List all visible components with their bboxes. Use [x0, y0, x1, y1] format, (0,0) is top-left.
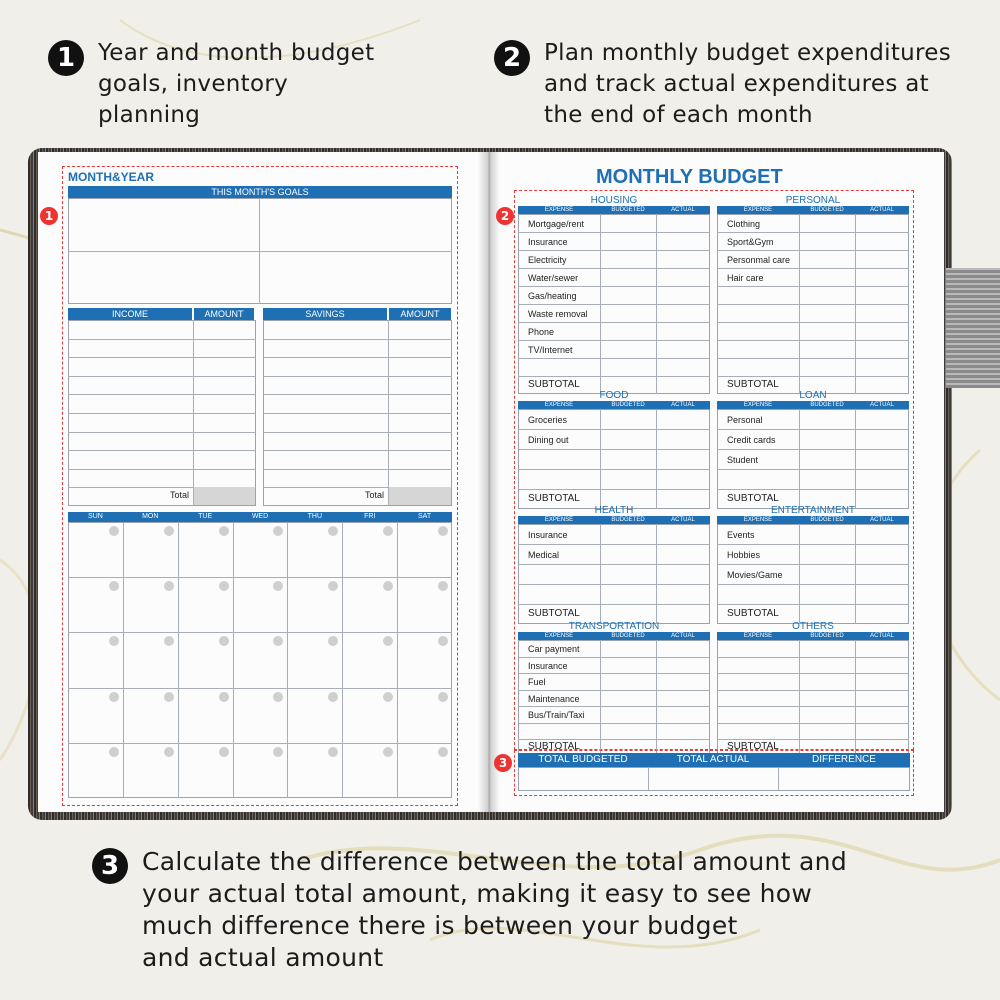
calendar-date-dot	[219, 636, 229, 646]
calendar-date-dot	[438, 526, 448, 536]
budget-expense-item: Personal	[727, 415, 763, 425]
budget-expense-item: Hobbies	[727, 550, 761, 560]
totals-row[interactable]	[518, 767, 910, 791]
total-actual-label: TOTAL ACTUAL	[676, 754, 750, 765]
calendar-row-line	[68, 743, 452, 744]
budget-col-line	[799, 524, 800, 624]
budget-col-header: BUDGETED	[611, 207, 645, 213]
savings-row-line	[263, 339, 452, 340]
budget-row-line	[717, 304, 909, 305]
savings-total-label: Total	[365, 490, 385, 500]
income-row-line	[68, 394, 256, 395]
budget-row-line	[717, 673, 909, 674]
marker-1: 1	[40, 207, 58, 225]
budget-col-header: BUDGETED	[810, 402, 844, 408]
budget-expense-item: Insurance	[528, 660, 568, 671]
budget-col-header: EXPENSE	[743, 517, 773, 523]
calendar-row-line	[68, 632, 452, 633]
callout-text: Calculate the difference between the total amount and your actual total amount, making it easy to see how much difference there is between your budget and actual amount	[142, 847, 847, 972]
callout-2	[494, 38, 951, 131]
calendar-date-dot	[109, 747, 119, 757]
budget-expense-item: Personmal care	[727, 255, 791, 265]
income-row-line	[68, 413, 256, 414]
budget-subtotal-label: SUBTOTAL	[528, 608, 580, 619]
budget-expense-item: Groceries	[528, 415, 568, 425]
budget-col-header: BUDGETED	[611, 517, 645, 523]
budget-expense-item: Phone	[528, 327, 555, 337]
budget-section-title: ENTERTAINMENT	[770, 505, 856, 516]
budget-section-title: OTHERS	[792, 621, 834, 632]
budget-expense-item: Mortgage/rent	[528, 219, 585, 229]
calendar-date-dot	[219, 581, 229, 591]
budget-expense-item: Insurance	[528, 530, 568, 540]
budget-expense-item: Bus/Train/Taxi	[528, 710, 585, 721]
budget-col-header: EXPENSE	[544, 207, 574, 213]
calendar-date-dot	[438, 747, 448, 757]
budget-col-header: ACTUAL	[671, 402, 695, 408]
monthly-budget-title: MONTHLY BUDGET	[596, 166, 783, 188]
budget-row-line	[717, 340, 909, 341]
savings-row-line	[263, 394, 452, 395]
budget-subtotal-label: SUBTOTAL	[727, 379, 779, 390]
calendar-date-dot	[383, 747, 393, 757]
budget-col-line	[855, 524, 856, 624]
budget-expense-item: Waste removal	[528, 309, 588, 319]
calendar-date-dot	[164, 692, 174, 702]
calendar-col-line	[233, 522, 234, 798]
difference-label: DIFFERENCE	[812, 754, 876, 765]
budget-row-line	[717, 723, 909, 724]
calendar-col-line	[178, 522, 179, 798]
budget-col-line	[799, 409, 800, 509]
budget-section-title: HEALTH	[594, 505, 634, 516]
income-row-line	[68, 432, 256, 433]
budget-subtotal-label: SUBTOTAL	[528, 379, 580, 390]
income-row-line	[68, 357, 256, 358]
elastic-band	[946, 268, 1000, 388]
month-year-title: MONTH&YEAR	[68, 170, 154, 184]
budget-row-line	[717, 690, 909, 691]
total-budgeted-label: TOTAL BUDGETED	[538, 754, 628, 765]
callout-number: 2	[494, 40, 530, 76]
budget-col-header: EXPENSE	[743, 207, 773, 213]
budget-expense-item: Car payment	[528, 644, 580, 654]
calendar-date-dot	[164, 581, 174, 591]
savings-row-line	[263, 450, 452, 451]
calendar-grid[interactable]	[68, 522, 452, 798]
budget-expense-item: Medical	[528, 550, 560, 560]
savings-row-line	[263, 469, 452, 470]
budget-subtotal-label: SUBTOTAL	[528, 741, 580, 753]
budget-row-line	[717, 706, 909, 707]
calendar-col-line	[342, 522, 343, 798]
calendar-date-dot	[109, 692, 119, 702]
budget-expense-item: Fuel	[528, 677, 546, 688]
budget-col-header: EXPENSE	[544, 633, 574, 639]
calendar-date-dot	[164, 747, 174, 757]
savings-amount-header: AMOUNT	[389, 308, 451, 320]
budget-expense-item: Maintenance	[528, 693, 580, 704]
page-gutter	[478, 152, 500, 812]
callout-number: 1	[48, 40, 84, 76]
budget-col-header: ACTUAL	[870, 633, 894, 639]
calendar-day-header: WED	[251, 513, 269, 520]
savings-row-line	[263, 413, 452, 414]
budget-col-header: BUDGETED	[810, 517, 844, 523]
calendar-col-line	[123, 522, 124, 798]
budget-expense-item: Student	[727, 455, 759, 465]
budget-col-header: ACTUAL	[671, 633, 695, 639]
savings-header: SAVINGS	[263, 308, 387, 320]
budget-expense-item: Credit cards	[727, 435, 776, 445]
calendar-day-header: TUE	[198, 513, 213, 520]
budget-row-line	[717, 322, 909, 323]
income-header: INCOME	[68, 308, 192, 320]
budget-col-header: EXPENSE	[544, 402, 574, 408]
budget-row-line	[518, 584, 710, 585]
budget-section-title: PERSONAL	[785, 195, 841, 206]
budget-col-header: ACTUAL	[671, 517, 695, 523]
calendar-day-header: THU	[307, 513, 323, 520]
calendar-date-dot	[219, 526, 229, 536]
income-amount-header: AMOUNT	[194, 308, 254, 320]
budget-col-header: EXPENSE	[544, 517, 574, 523]
budget-col-header: ACTUAL	[671, 207, 695, 213]
budget-col-header: BUDGETED	[611, 633, 645, 639]
budget-subtotal-label: SUBTOTAL	[528, 493, 580, 504]
calendar-date-dot	[219, 747, 229, 757]
calendar-col-line	[287, 522, 288, 798]
budget-expense-item: Dining out	[528, 435, 569, 445]
budget-expense-item: Hair care	[727, 273, 764, 283]
budget-expense-item: Clothing	[727, 219, 761, 229]
callout-number: 3	[92, 848, 128, 884]
calendar-date-dot	[109, 581, 119, 591]
budget-row-line	[518, 469, 710, 470]
budget-subtotal-label: SUBTOTAL	[727, 493, 779, 504]
marker-3: 3	[494, 754, 512, 772]
income-row-line	[68, 339, 256, 340]
calendar-date-dot	[219, 692, 229, 702]
budget-col-header: ACTUAL	[870, 402, 894, 408]
savings-total-box[interactable]	[389, 487, 451, 505]
calendar-date-dot	[109, 526, 119, 536]
budget-col-line	[600, 409, 601, 509]
calendar-date-dot	[438, 692, 448, 702]
calendar-col-line	[397, 522, 398, 798]
calendar-date-dot	[273, 692, 283, 702]
budget-expense-item: Movies/Game	[727, 570, 783, 580]
calendar-day-header: MON	[142, 513, 159, 520]
budget-subtotal-label: SUBTOTAL	[727, 608, 779, 619]
budget-expense-item: Events	[727, 530, 755, 540]
budget-expense-item: Insurance	[528, 237, 568, 247]
budget-col-line	[855, 409, 856, 509]
budget-col-header: BUDGETED	[810, 633, 844, 639]
callout-text: Year and month budget goals, inventory planning	[98, 40, 375, 128]
income-row-line	[68, 450, 256, 451]
budget-section-title: HOUSING	[590, 195, 638, 206]
marker-2: 2	[496, 207, 514, 225]
calendar-row-line	[68, 688, 452, 689]
savings-row-line	[263, 357, 452, 358]
income-row-line	[68, 469, 256, 470]
budget-col-line	[600, 524, 601, 624]
budget-col-line	[656, 409, 657, 509]
budget-col-header: EXPENSE	[743, 633, 773, 639]
callout-1	[48, 38, 374, 131]
budget-section-title: LOAN	[799, 390, 827, 401]
budget-col-line	[656, 524, 657, 624]
budget-row-line	[717, 657, 909, 658]
goals-header: THIS MONTH'S GOALS	[68, 186, 452, 198]
budget-row-line	[717, 358, 909, 359]
calendar-day-header: FRI	[364, 513, 376, 520]
budget-expense-item: Sport&Gym	[727, 237, 774, 247]
calendar-date-dot	[164, 526, 174, 536]
calendar-day-header: SAT	[418, 513, 432, 520]
budget-expense-item: Gas/heating	[528, 291, 577, 301]
budget-subtotal-label: SUBTOTAL	[727, 741, 779, 753]
calendar-day-header: SUN	[88, 513, 103, 520]
savings-row-line	[263, 376, 452, 377]
callout-3	[92, 846, 847, 974]
budget-expense-item: Water/sewer	[528, 273, 579, 283]
budget-col-header: EXPENSE	[743, 402, 773, 408]
callout-text: Plan monthly budget expenditures and track actual expenditures at the end of each month	[544, 40, 952, 128]
calendar-row-line	[68, 577, 452, 578]
savings-row-line	[263, 432, 452, 433]
budget-col-header: ACTUAL	[870, 207, 894, 213]
budget-col-header: BUDGETED	[611, 402, 645, 408]
income-total-box[interactable]	[194, 487, 255, 505]
budget-col-header: BUDGETED	[810, 207, 844, 213]
budget-col-header: ACTUAL	[870, 517, 894, 523]
calendar-date-dot	[383, 692, 393, 702]
budget-section-title: TRANSPORTATION	[568, 621, 660, 632]
budget-expense-item: Electricity	[528, 255, 567, 265]
budget-section-title: FOOD	[599, 390, 629, 401]
budget-expense-item: TV/Internet	[528, 345, 573, 355]
income-row-line	[68, 376, 256, 377]
income-total-label: Total	[170, 490, 190, 500]
calendar-date-dot	[328, 692, 338, 702]
